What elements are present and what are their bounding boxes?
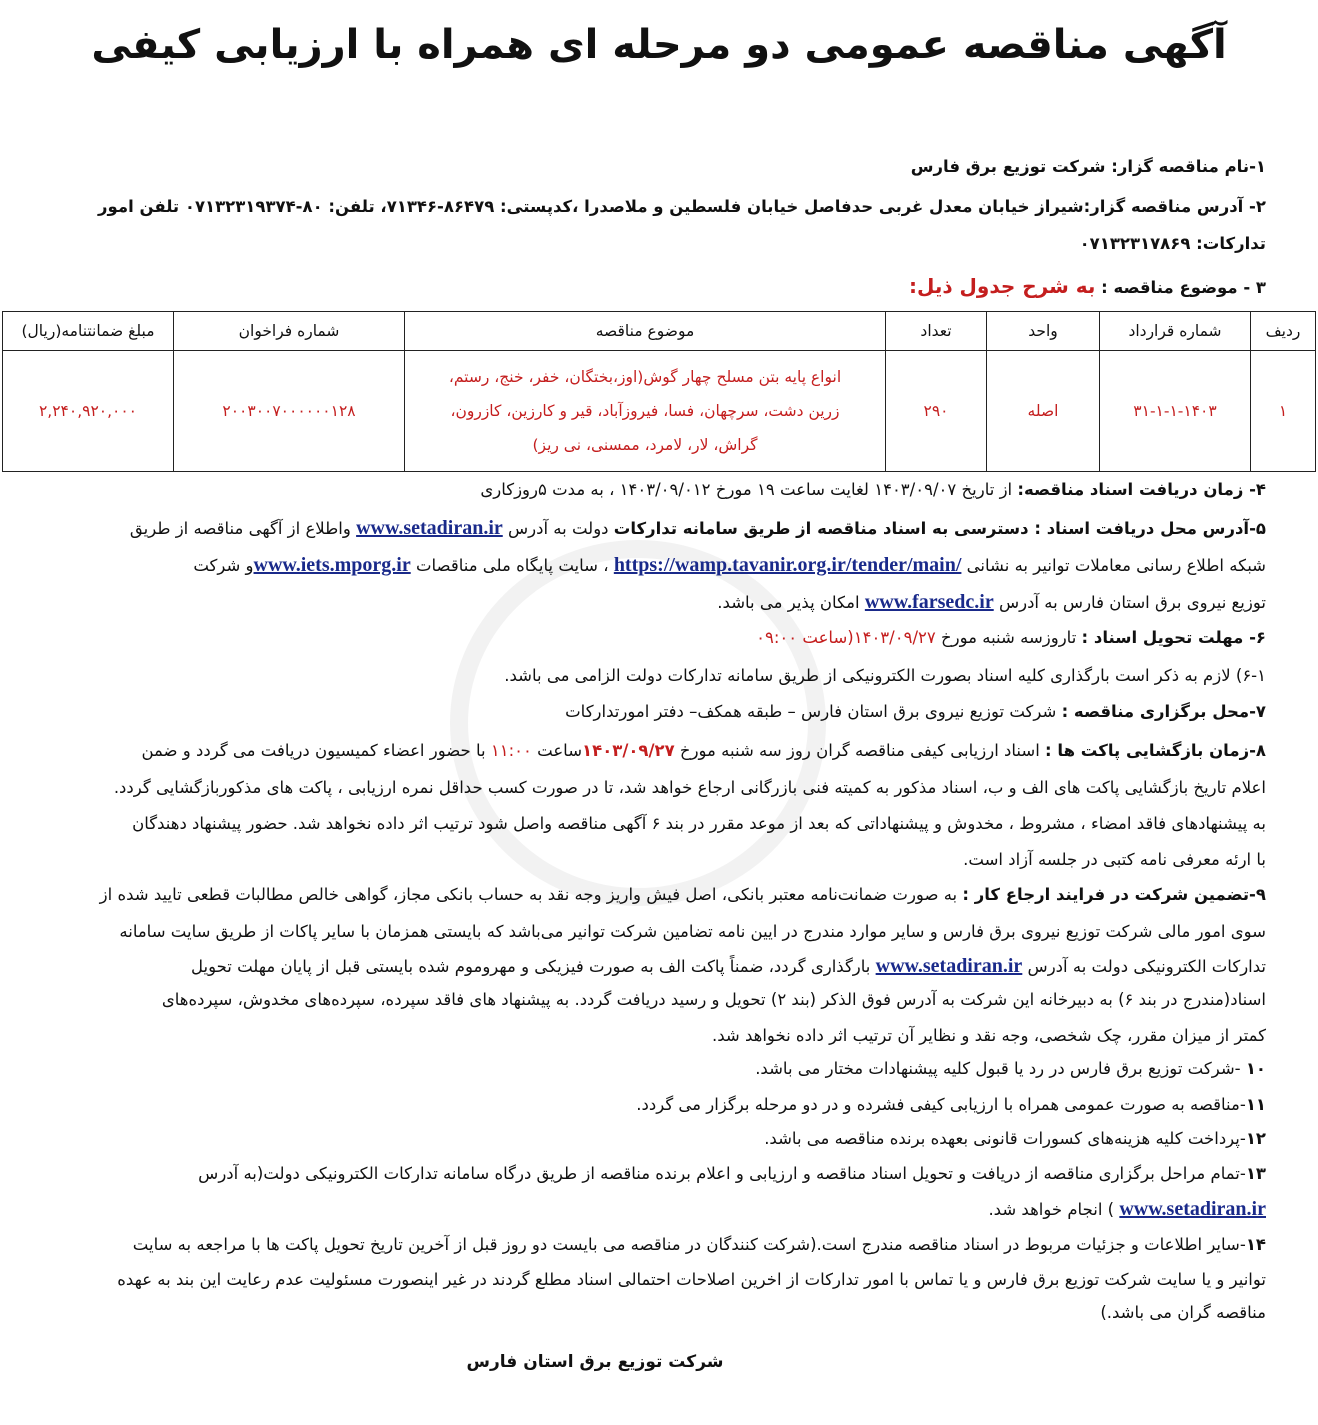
table-row (3, 351, 1316, 472)
item-14-line1: -سایر اطلاعات و جزئیات مربوط در اسناد مناقصه مندرج است.(شرکت کنندگان در مناقصه می بایست دو روز قبل از آخرین تاریخ تحویل پاکت ها با مراجعه به سایت (132, 1235, 1246, 1254)
item-6-time: (ساعت ۰۹:۰۰ (756, 628, 854, 647)
item-11-text: -مناقصه به صورت عمومی همراه با ارزیابی کیفی فشرده و در دو مرحله برگزار می گردد. (636, 1095, 1246, 1114)
farsedc-link[interactable]: www.farsedc.ir (864, 591, 994, 613)
item-13-line2 (52, 1197, 1266, 1222)
tender-table (2, 311, 1316, 472)
item-1-label: ۱-نام مناقصه گزار: (1111, 157, 1266, 176)
item-10-text: -شرکت توزیع برق فارس در رد یا قبول کلیه پیشنهادات مختار می باشد. (755, 1059, 1246, 1078)
item-10 (52, 1057, 1266, 1081)
item-5-text5: و شرکت (193, 556, 254, 575)
setadiran-link-2[interactable]: www.setadiran.ir (875, 955, 1023, 977)
item-12 (52, 1127, 1266, 1151)
item-8-text-c: با حضور اعضاء کمیسیون دریافت می گردد و ضمن (141, 741, 491, 760)
cell-subject-line1: انواع پایه بتن مسلح چهار گوش(اوز،بختگان، خفر، خنج، رستم، (448, 368, 842, 386)
item-8-line4: با ارئه معرفی نامه کتبی در جلسه آزاد است. (963, 850, 1266, 869)
item-9-line5: کمتر از میزان مقرر، چک شخصی، وجه نقد و نظایر آن ترتیب اثر داده نخواهد شد. (712, 1026, 1266, 1045)
cell-radif: ۱ (1251, 351, 1316, 472)
item-11-label: ۱۱ (1245, 1095, 1266, 1114)
cell-subject-line3: گراش، لار، لامرد، ممسنی، نی ریز) (532, 436, 758, 454)
item-9-line3 (52, 954, 1266, 979)
item-5-line3 (52, 590, 1266, 615)
setadiran-link[interactable]: www.setadiran.ir (356, 517, 503, 539)
item-4 (52, 478, 1266, 502)
item-11 (52, 1093, 1266, 1117)
item-3 (52, 274, 1266, 300)
cell-call-no: ۲۰۰۳۰۰۷۰۰۰۰۰۰۱۲۸ (174, 351, 405, 472)
item-5-label: ۵-آدرس محل دریافت اسناد : دسترسی به اسناد مناقصه از طریق سامانه تدارکات (613, 519, 1266, 538)
item-13 (52, 1162, 1266, 1186)
cell-unit: اصله (987, 351, 1100, 472)
item-8 (52, 739, 1266, 763)
item-13-label: ۱۳ (1245, 1164, 1266, 1183)
item-8-line2: اعلام تاریخ بازگشایی پاکت های الف و ب، اسناد مذکور به کمیته فنی بازرگانی ارجاع خواهد شد، تا در صورت کسب حداقل نمره ارزیابی ، پاکت های مذکوربازگشایی گردد. (113, 778, 1266, 797)
th-amount: مبلغ ضمانتنامه(ریال) (3, 312, 174, 351)
th-subject: موضوع مناقصه (405, 312, 886, 351)
th-call-no: شماره فراخوان (174, 312, 405, 351)
iets-link[interactable]: www.iets.mporg.ir (253, 554, 411, 576)
item-5-text4: ، سایت پایگاه ملی مناقصات (410, 556, 614, 575)
item-9-line1: به صورت ضمانت‌نامه معتبر بانکی، اصل فیش واریز وجه نقد به حساب بانکی مجاز، گواهی خالص مطالبات قطعی تایید شده از (99, 885, 963, 904)
item-9-line3b: بارگذاری گردد، ضمناً پاکت الف به صورت فیزیکی و مهروموم شده بایستی قبل از پایان مهلت تحویل (191, 957, 876, 976)
item-7 (52, 700, 1266, 724)
cell-subject-line2: زرین دشت، سرچهان، فسا، فیروزآباد، قیر و کارزین، کازرون، (450, 402, 840, 420)
item-13-text2: ) انجام خواهد شد. (988, 1200, 1120, 1219)
item-8-time: ۱۱:۰۰ (490, 741, 532, 760)
item-4-label: ۴- زمان دریافت اسناد مناقصه: (1017, 480, 1266, 499)
item-8-text-b: ساعت (531, 741, 583, 760)
item-13-text: -تمام مراحل برگزاری مناقصه از دریافت و تحویل اسناد مناقصه و ارزیابی و اعلام برنده مناقصه از طریق درگاه سامانه تدارکات الکترونیکی دولت(به آدرس (198, 1164, 1246, 1183)
item-5-text3: شبکه اطلاع رسانی معاملات توانیر به نشانی (961, 556, 1266, 575)
item-7-text: شرکت توزیع نیروی برق استان فارس – طبقه همکف– دفتر امورتدارکات (565, 702, 1062, 721)
item-6 (52, 626, 1266, 650)
item-3-value: به شرح جدول ذیل: (908, 274, 1096, 298)
item-9-line3a: تدارکات الکترونیکی دولت به آدرس (1022, 957, 1266, 976)
item-10-label: ۱۰ (1245, 1059, 1266, 1078)
footer-company: شرکت توزیع برق استان فارس (466, 1352, 724, 1372)
page-title: آگهی مناقصه عمومی دو مرحله ای همراه با ارزیابی کیفی (91, 22, 1227, 68)
item-9-line4: اسناد(مندرج در بند ۶) به دبیرخانه این شرکت به آدرس فوق الذکر (بند ۲) تحویل و رسید دریافت گردد. به پیشنهاد های فاقد سپرده، سپرده‌های مخدوش، سپرده‌های (161, 990, 1266, 1009)
tavanir-link[interactable]: https://wamp.tavanir.org.ir/tender/main/ (613, 554, 962, 576)
setadiran-link-3[interactable]: www.setadiran.ir (1119, 1198, 1266, 1220)
item-5-text6: توزیع نیروی برق استان فارس به آدرس (993, 593, 1266, 612)
item-8-line3: به پیشنهادهای فاقد امضاء ، مشروط ، مخدوش و پیشنهاداتی که بعد از موعد مقرر در بند ۶ آگهی مناقصه واصل شود ترتیب اثر داده نخواهد شد. حضور پیشنهاد دهندگان (132, 814, 1266, 833)
item-8-date: ۱۴۰۳/۰۹/۲۷ (582, 741, 675, 760)
item-12-text: -پرداخت کلیه هزینه‌های کسورات قانونی بعهده برنده مناقصه می باشد. (764, 1129, 1246, 1148)
item-5-line2 (52, 553, 1266, 578)
item-12-label: ۱۲ (1245, 1129, 1266, 1148)
item-6-date: ۱۴۰۳/۰۹/۲۷ (853, 628, 936, 647)
item-8-text-a: اسناد ارزیابی کیفی مناقصه گران روز سه شنبه مورخ (674, 741, 1046, 760)
th-radif: ردیف (1251, 312, 1316, 351)
item-5-text7: امکان پذیر می باشد. (717, 593, 865, 612)
cell-amount: ۲,۲۴۰,۹۲۰,۰۰۰ (3, 351, 174, 472)
item-9-line2: سوی امور مالی شرکت توزیع نیروی برق فارس و سایر موارد مندرج در ایین نامه تضامین شرکت توانیر می‌باشد که بایستی همزمان با سایر پاکات از طریق سایت سامانه (119, 922, 1266, 941)
item-14-label: ۱۴ (1245, 1235, 1266, 1254)
item-14 (52, 1233, 1266, 1257)
cell-count: ۲۹۰ (886, 351, 987, 472)
item-3-label: ۳ - موضوع مناقصه : (1095, 278, 1266, 297)
item-2-line2: تدارکات: ۰۷۱۳۲۳۱۷۸۶۹ (1079, 234, 1266, 253)
item-14-line3: مناقصه گران می باشد.) (1100, 1303, 1266, 1322)
item-2 (52, 195, 1266, 219)
th-unit: واحد (987, 312, 1100, 351)
item-4-text: از تاریخ ۱۴۰۳/۰۹/۰۷ لغایت ساعت ۱۹ مورخ ۱۴۰۳/۰۹/۰۱۲ ، به مدت ۵روزکاری (480, 480, 1018, 499)
item-6-label: ۶- مهلت تحویل اسناد : (1081, 628, 1266, 647)
table-header-row (3, 312, 1316, 351)
item-6-text: تاروزسه شنبه مورخ (935, 628, 1082, 647)
cell-contract: ۳۱-۱-۱-۱۴۰۳ (1100, 351, 1251, 472)
th-contract: شماره قرارداد (1100, 312, 1251, 351)
item-9-label: ۹-تضمین شرکت در فرایند ارجاع کار : (962, 885, 1266, 904)
item-5 (52, 516, 1266, 541)
item-8-label: ۸-زمان بازگشایی پاکت ها : (1045, 741, 1266, 760)
th-count: تعداد (886, 312, 987, 351)
item-14-line2: توانیر و یا سایت شرکت توزیع برق فارس و یا تماس با امور تدارکات از اخرین اصلاحات احتمالی اسناد مطلع گردند در غیر اینصورت مسئولیت عدم رعایت این بند به عهده (117, 1270, 1266, 1289)
item-6-1: ۶-۱) لازم به ذکر است بارگذاری کلیه اسناد بصورت الکترونیکی از طریق سامانه تدارکات دولت الزامی می باشد. (504, 666, 1266, 685)
item-2-line1: شیراز خیابان معدل غربی حدفاصل خیابان فلسطین و ملاصدرا ،کدپستی: ۸۶۴۷۹-۷۱۳۴۶، تلفن: ۸۰-۰۷۱۳۲۳۱۹۳۷۴ تلفن امور (98, 197, 1084, 216)
item-5-text2: واطلاع از آگهی مناقصه از طریق (129, 519, 357, 538)
item-1-value: شرکت توزیع برق فارس (910, 157, 1112, 176)
item-5-text1: دولت به آدرس (502, 519, 614, 538)
item-1 (52, 155, 1266, 179)
item-7-label: ۷-محل برگزاری مناقصه : (1061, 702, 1266, 721)
cell-subject (405, 351, 886, 472)
item-9 (52, 883, 1266, 907)
item-2-label: ۲- آدرس مناقصه گزار: (1083, 197, 1266, 216)
